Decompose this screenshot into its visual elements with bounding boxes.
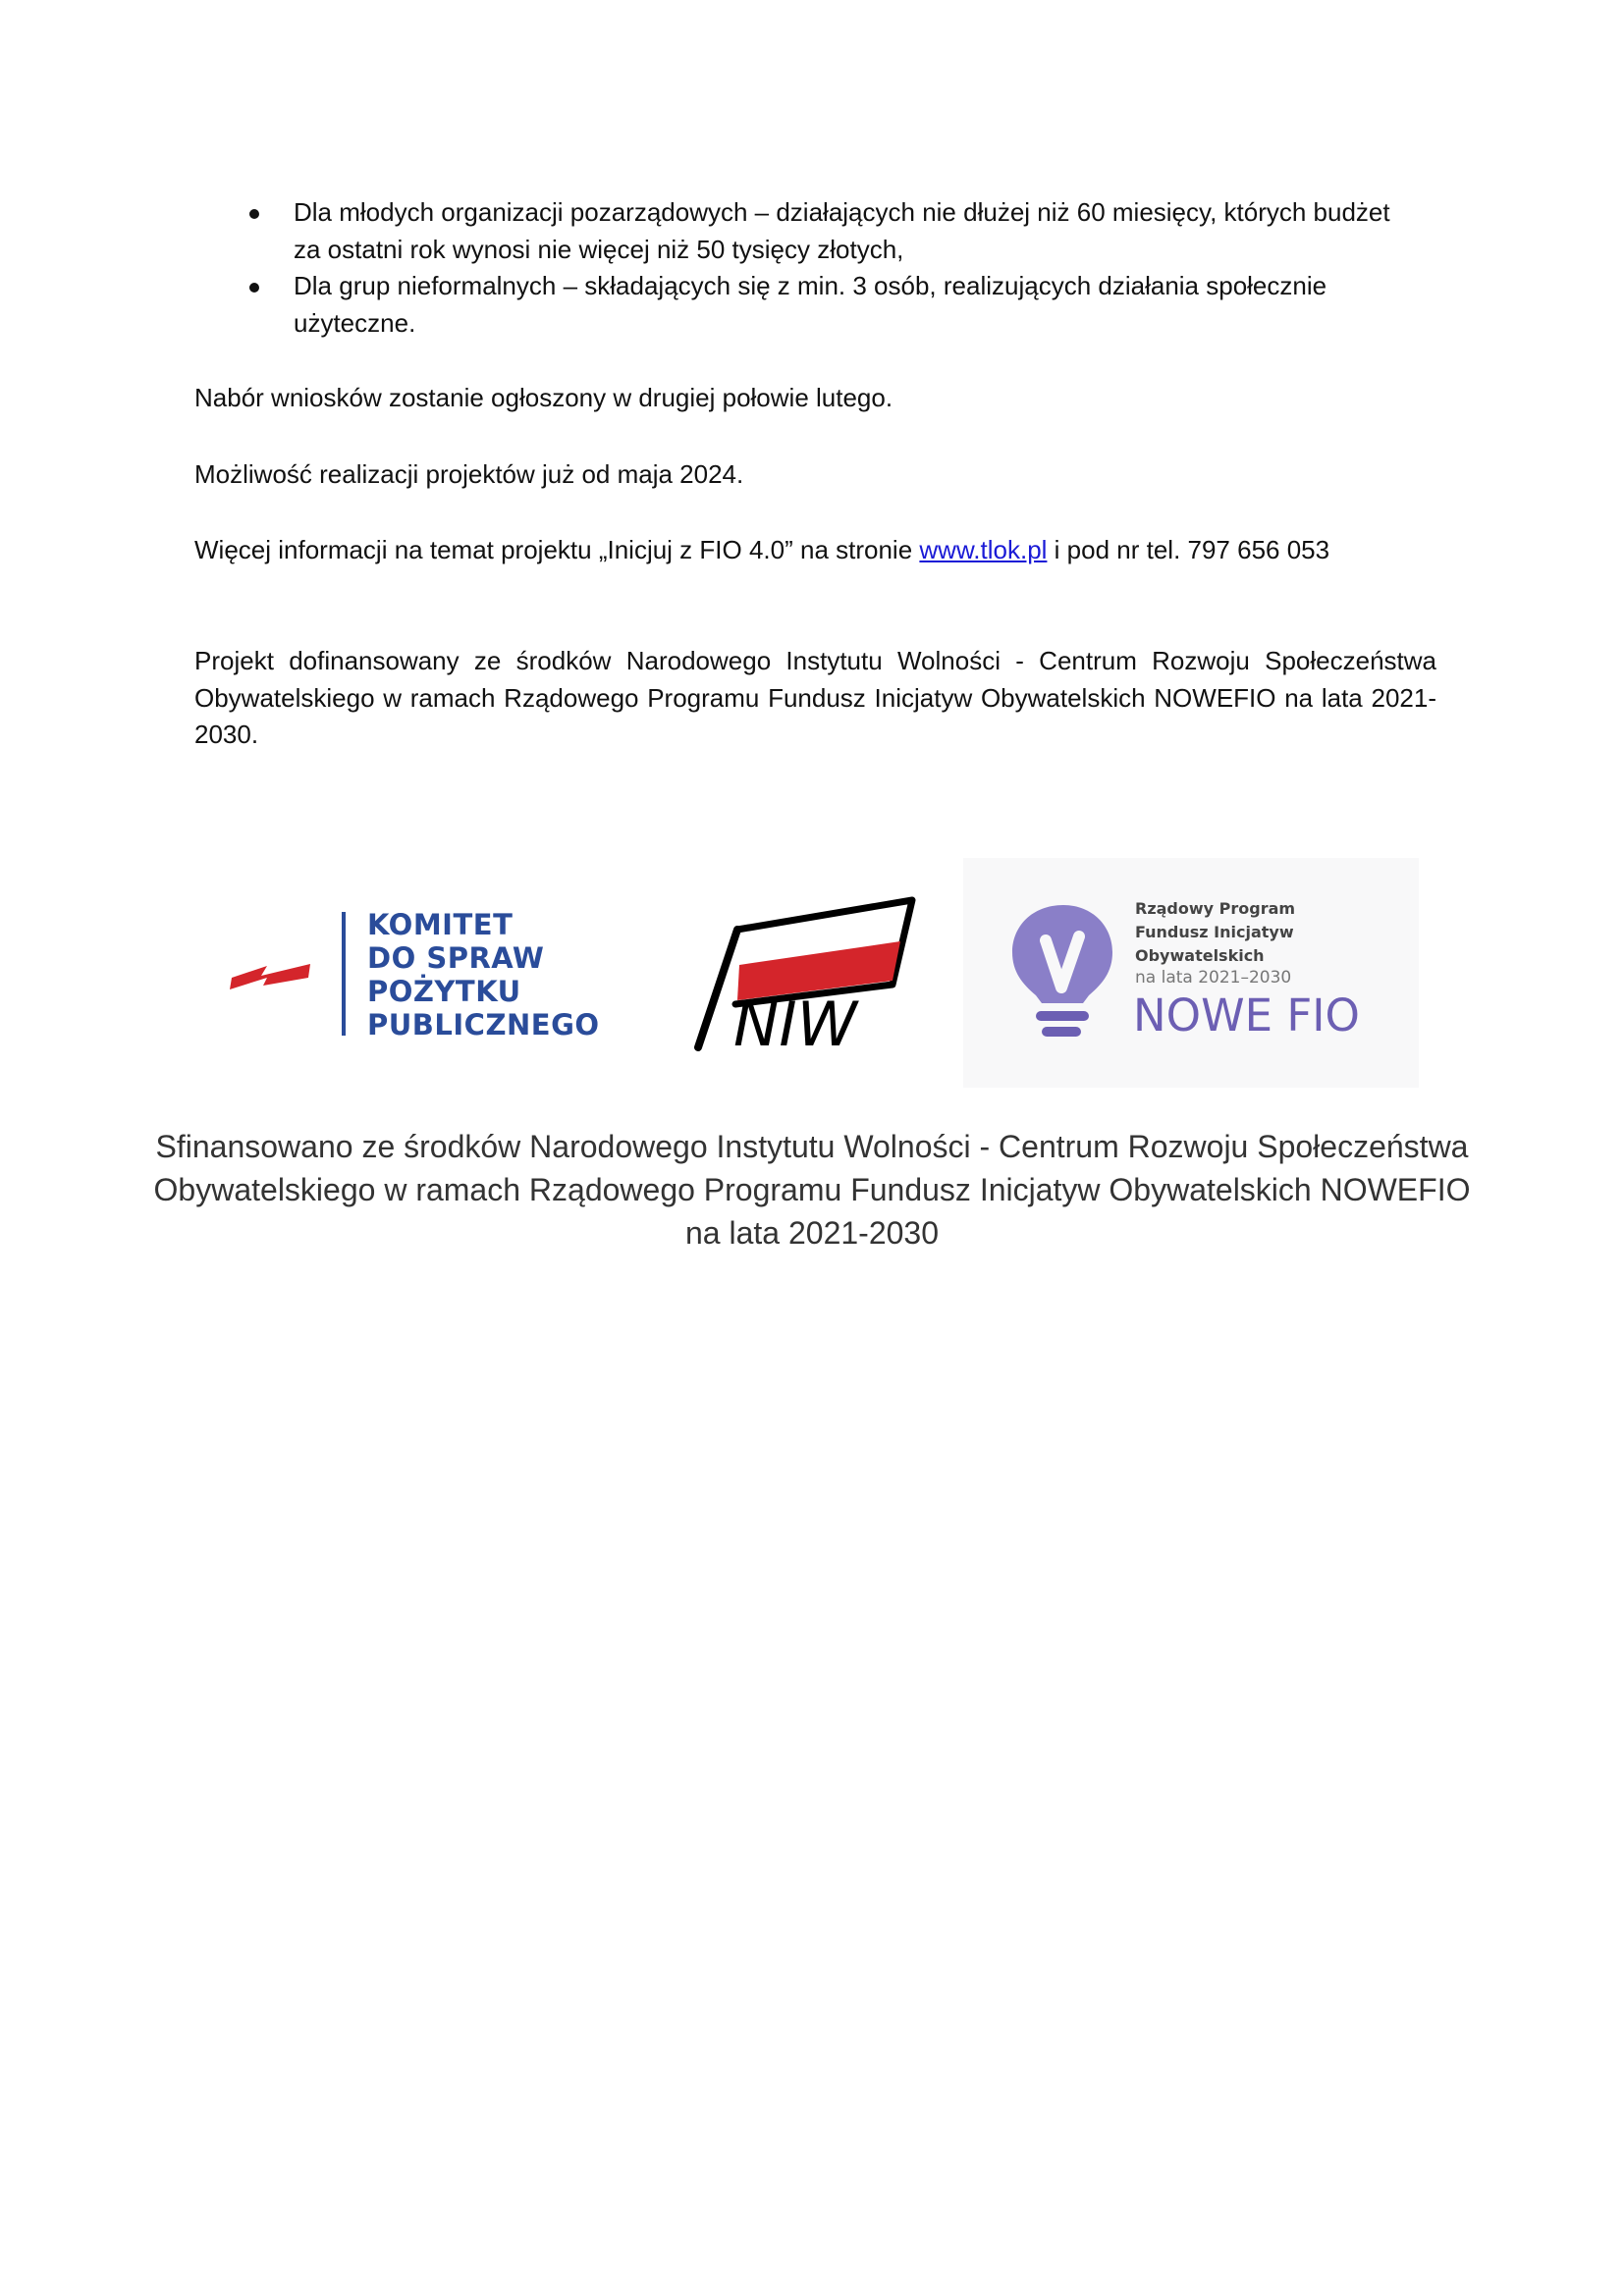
lightbulb-icon (1002, 897, 1130, 1044)
list-item-text: Dla grup nieformalnych – składających się z min. 3 osób, realizujących działania społecznie użyteczne. (294, 271, 1327, 338)
recruitment-paragraph: Nabór wniosków zostanie ogłoszony w drugiej połowie lutego. (194, 383, 893, 412)
flag-swoosh-icon (228, 952, 316, 1011)
bullet-icon (249, 209, 259, 219)
more-info-text: Więcej informacji na temat projektu „Inicjuj z FIO 4.0” na stronie (194, 535, 920, 564)
funding-caption: Sfinansowano ze środków Narodowego Instytutu Wolności - Centrum Rozwoju Społeczeństwa Obywatelskiego w ramach Rządowego Programu Fundusz Inicjatyw Obywatelskich NOWEFIO na lata 2021-2030 (153, 1129, 1471, 1251)
more-info-paragraph (194, 532, 1436, 569)
fio-program-name (1135, 897, 1295, 968)
komitet-line4: PUBLICZNEGO (367, 1008, 600, 1041)
phone-text: i pod nr tel. 797 656 053 (1047, 535, 1330, 564)
niw-logo (690, 890, 926, 1052)
komitet-divider (342, 912, 346, 1036)
niw-text: NIW (733, 988, 857, 1052)
implementation-paragraph: Możliwość realizacji projektów już od maja 2024. (194, 459, 744, 489)
nowe-fio-logo (963, 858, 1419, 1088)
fio-wordmark: NOWE FIO (1133, 989, 1360, 1041)
fio-line3: Obywatelskich (1135, 946, 1265, 965)
komitet-logo (228, 908, 621, 1041)
bullet-icon (249, 283, 259, 293)
eligibility-list (245, 194, 1424, 342)
website-link[interactable]: www.tlok.pl (919, 535, 1048, 564)
fio-line2: Fundusz Inicjatyw (1135, 923, 1294, 941)
komitet-line1: KOMITET (367, 908, 514, 941)
niw-flag-icon (690, 890, 926, 1052)
fio-line1: Rządowy Program (1135, 899, 1296, 918)
komitet-wordmark (367, 908, 600, 1041)
fio-years: na lata 2021–2030 (1135, 968, 1292, 988)
komitet-line2: DO SPRAW (367, 941, 545, 975)
komitet-line3: POŻYTKU (367, 975, 521, 1008)
funding-paragraph: Projekt dofinansowany ze środków Narodowego Instytutu Wolności - Centrum Rozwoju Społeczeństwa Obywatelskiego w ramach Rządowego Programu Fundusz Inicjatyw Obywatelskich NOWEFIO na lata 2021-2030. (194, 646, 1436, 749)
list-item (245, 194, 1424, 268)
list-item-text: Dla młodych organizacji pozarządowych – działających nie dłużej niż 60 miesięcy, których budżet za ostatni rok wynosi nie więcej niż 50 tysięcy złotych, (294, 197, 1390, 264)
list-item (245, 268, 1424, 342)
